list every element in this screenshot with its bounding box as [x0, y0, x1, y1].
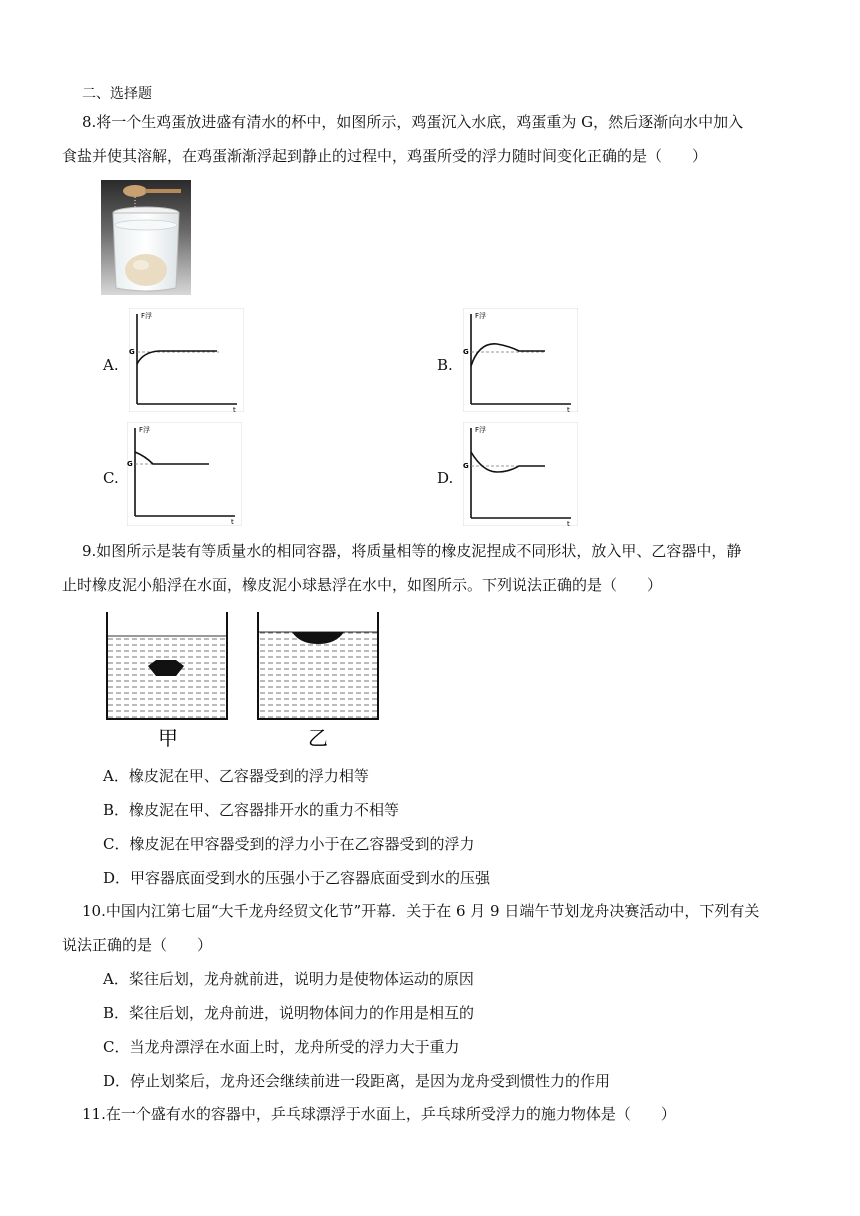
- y-axis-label: F浮: [139, 426, 151, 434]
- x-axis-label: t: [567, 520, 570, 526]
- q10-option-b[interactable]: B．桨往后划，龙舟前进，说明物体间力的作用是相互的: [103, 1004, 475, 1022]
- q9-stem-line2: 止时橡皮泥小船浮在水面，橡皮泥小球悬浮在水中，如图所示。下列说法正确的是（ ）: [62, 576, 663, 594]
- q8-option-b-letter[interactable]: B.: [437, 356, 453, 374]
- q9-option-c[interactable]: C．橡皮泥在甲容器受到的浮力小于在乙容器受到的浮力: [103, 835, 475, 853]
- g-label: G: [127, 460, 133, 468]
- q8-option-c-graph: [127, 422, 242, 526]
- y-axis-label: F浮: [475, 426, 487, 434]
- containers-figure: [100, 612, 390, 752]
- q9-option-a[interactable]: A．橡皮泥在甲、乙容器受到的浮力相等: [103, 767, 369, 785]
- g-label: G: [129, 348, 135, 356]
- q8-option-c-letter[interactable]: C.: [103, 469, 119, 487]
- g-label: G: [463, 348, 469, 356]
- q8-stem-line1: 8.将一个生鸡蛋放进盛有清水的杯中，如图所示，鸡蛋沉入水底，鸡蛋重为 G，然后逐渐向水中加入: [82, 113, 744, 131]
- q8-stem-line2: 食盐并使其溶解，在鸡蛋渐渐浮起到静止的过程中，鸡蛋所受的浮力随时间变化正确的是（ ）: [62, 147, 708, 165]
- q9-option-b[interactable]: B．橡皮泥在甲、乙容器排开水的重力不相等: [103, 801, 400, 819]
- x-axis-label: t: [233, 406, 236, 412]
- x-axis-label: t: [231, 518, 234, 526]
- egg-in-glass-figure: [101, 180, 191, 295]
- q9-stem-line1: 9.如图所示是装有等质量水的相同容器，将质量相等的橡皮泥捏成不同形状，放入甲、乙容器中，静: [82, 542, 742, 560]
- label-yi: 乙: [308, 726, 328, 750]
- y-axis-label: F浮: [141, 312, 153, 320]
- q8-option-b-graph: [463, 308, 578, 412]
- q11-stem-line1: 11.在一个盛有水的容器中，乒乓球漂浮于水面上，乒乓球所受浮力的施力物体是（ ）: [82, 1105, 676, 1123]
- g-label: G: [463, 462, 469, 470]
- q8-option-d-letter[interactable]: D.: [437, 469, 454, 487]
- q10-option-a[interactable]: A．桨往后划，龙舟就前进，说明力是使物体运动的原因: [103, 970, 474, 988]
- q8-option-a-letter[interactable]: A.: [103, 356, 119, 374]
- label-jia: 甲: [158, 726, 178, 750]
- q8-option-d-graph: [463, 422, 578, 526]
- section-title: 二、选择题: [82, 86, 152, 102]
- q10-stem-line2: 说法正确的是（ ）: [62, 936, 213, 954]
- q8-option-a-graph: [129, 308, 244, 412]
- y-axis-label: F浮: [475, 312, 487, 320]
- q9-option-d[interactable]: D．甲容器底面受到水的压强小于乙容器底面受到水的压强: [103, 869, 491, 887]
- q10-stem-line1: 10.中国内江第七届“大千龙舟经贸文化节”开幕．关于在 6 月 9 日端午节划龙舟决赛活动中，下列有关: [82, 902, 760, 920]
- x-axis-label: t: [567, 406, 570, 412]
- q10-option-d[interactable]: D．停止划桨后，龙舟还会继续前进一段距离，是因为龙舟受到惯性力的作用: [103, 1072, 611, 1090]
- q10-option-c[interactable]: C．当龙舟漂浮在水面上时，龙舟所受的浮力大于重力: [103, 1038, 460, 1056]
